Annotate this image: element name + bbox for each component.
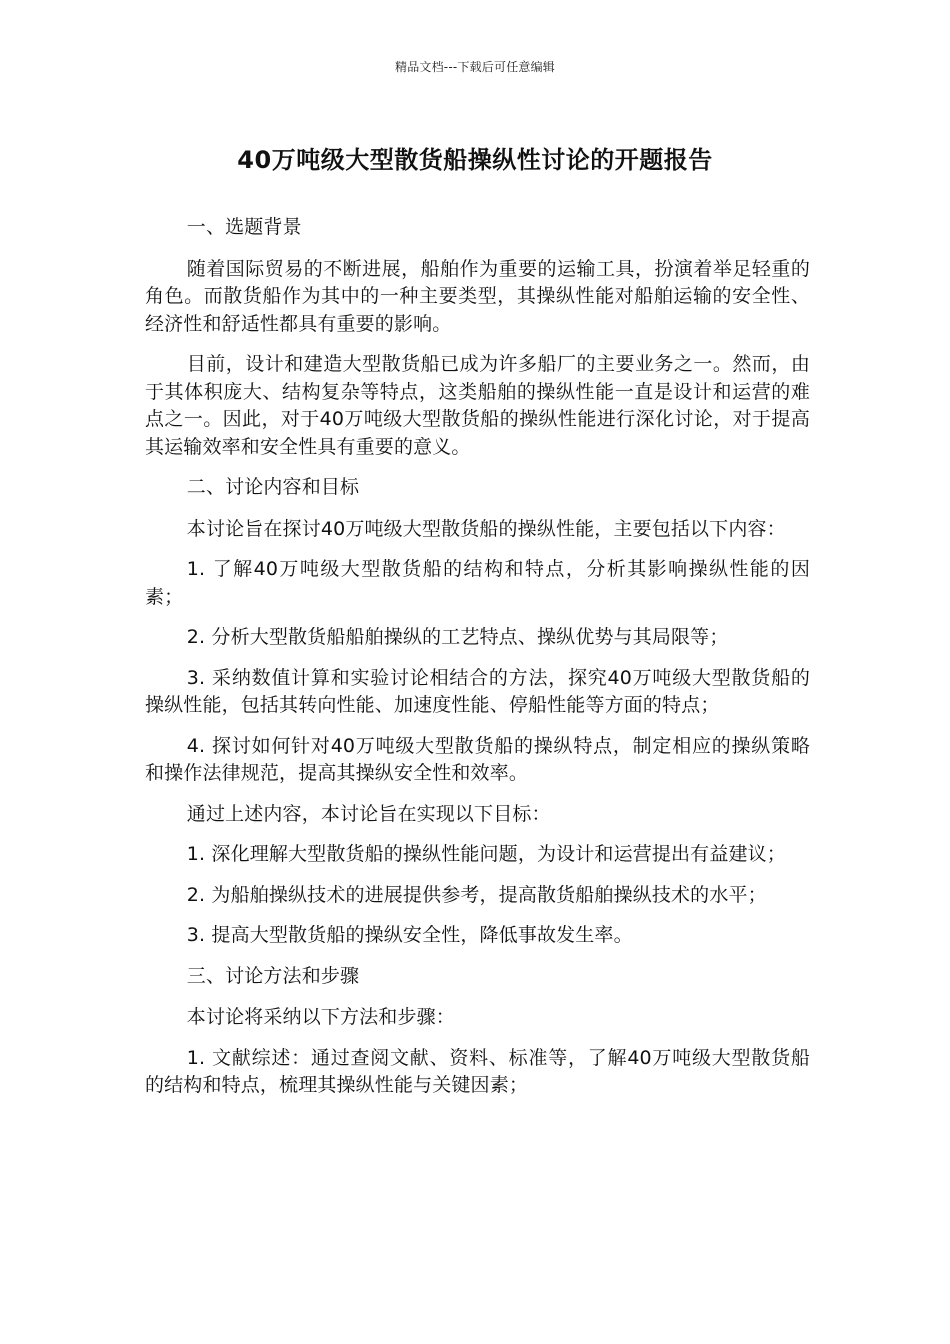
list-item: 2. 为船舶操纵技术的进展提供参考，提高散货船舶操纵技术的水平；: [186, 883, 767, 906]
paragraph: 本讨论旨在探讨40万吨级大型散货船的操纵性能，主要包括以下内容：: [186, 517, 786, 540]
document-body: [145, 214, 810, 1113]
paragraph: 本讨论将采纳以下方法和步骤：: [186, 1006, 455, 1028]
list-item: 3. 采纳数值计算和实验讨论相结合的方法，探究40万吨级大型散货船的操纵性能，包括其转向性能、加速度性能、停船性能等方面的特点；: [145, 666, 810, 716]
section-heading-background: 一、选题背景: [186, 216, 302, 238]
list-item: 4. 探讨如何针对40万吨级大型散货船的操纵特点，制定相应的操纵策略和操作法律规范，提高其操纵安全性和效率。: [145, 734, 810, 784]
section-heading-methods: 三、讨论方法和步骤: [186, 964, 360, 987]
paragraph: 目前，设计和建造大型散货船已成为许多船厂的主要业务之一。然而，由于其体积庞大、结构复杂等特点，这类船舶的操纵性能一直是设计和运营的难点之一。因此，对于40万吨级大型散货船的操纵性能进行深化讨论，对于提高其运输效率和安全性具有重要的意义。: [145, 353, 810, 458]
list-item: 3. 提高大型散货船的操纵安全性，降低事故发生率。: [186, 924, 633, 946]
list-item: 1. 了解40万吨级大型散货船的结构和特点，分析其影响操纵性能的因素；: [145, 558, 810, 608]
list-item: 1. 文献综述：通过查阅文献、资料、标准等，了解40万吨级大型散货船的结构和特点，梳理其操纵性能与关键因素；: [145, 1046, 810, 1096]
paragraph: 随着国际贸易的不断进展，船舶作为重要的运输工具，扮演着举足轻重的角色。而散货船作为其中的一种主要类型，其操纵性能对船舶运输的安全性、经济性和舒适性都具有重要的影响。: [145, 257, 810, 335]
paragraph: 通过上述内容，本讨论旨在实现以下目标：: [186, 802, 551, 825]
list-item: 2. 分析大型散货船船舶操纵的工艺特点、操纵优势与其局限等；: [186, 626, 729, 648]
document-title: 40万吨级大型散货船操纵性讨论的开题报告: [237, 146, 713, 174]
header-note: 精品文档---下载后可任意编辑: [395, 60, 555, 74]
section-heading-content-goals: 二、讨论内容和目标: [186, 476, 360, 498]
list-item: 1. 深化理解大型散货船的操纵性能问题，为设计和运营提出有益建议；: [186, 843, 786, 865]
